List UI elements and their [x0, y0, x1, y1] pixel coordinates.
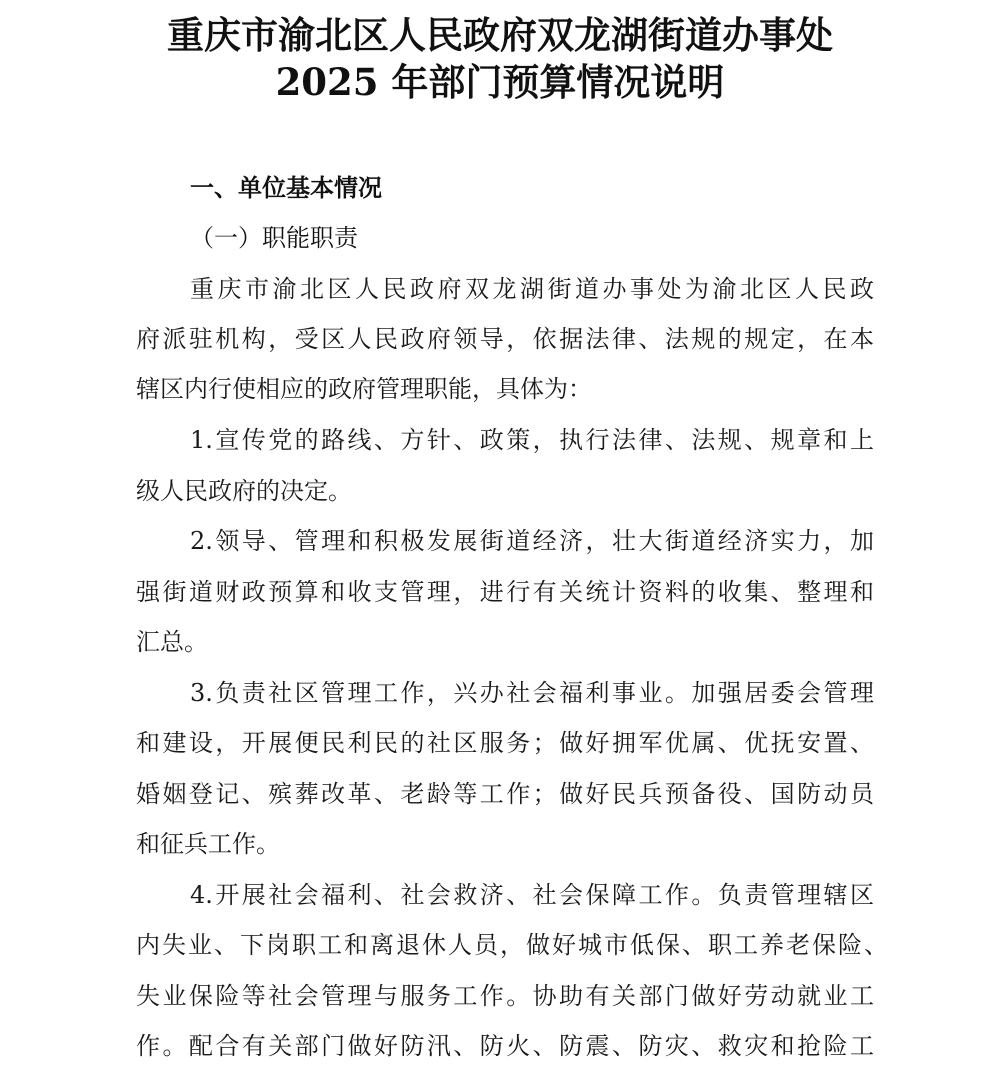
body-line: 婚姻登记、殡葬改革、老龄等工作；做好民兵预备役、国防动员 — [136, 780, 874, 808]
body-line: 和征兵工作。 — [136, 830, 280, 858]
body-line: 级人民政府的决定。 — [136, 477, 352, 505]
document-title-line-1: 重庆市渝北区人民政府双龙湖街道办事处 — [167, 13, 833, 57]
body-line: 辖区内行使相应的政府管理职能，具体为： — [136, 375, 592, 403]
body-line: 失业保险等社会管理与服务工作。协助有关部门做好劳动就业工 — [136, 982, 874, 1010]
body-line: 汇总。 — [136, 628, 208, 656]
body-line: 强街道财政预算和收支管理，进行有关统计资料的收集、整理和 — [136, 578, 874, 606]
body-line: 作。配合有关部门做好防汛、防火、防震、防灾、救灾和抢险工 — [136, 1032, 874, 1060]
body-line: 重庆市渝北区人民政府双龙湖街道办事处为渝北区人民政 — [190, 275, 874, 303]
body-line: 内失业、下岗职工和离退休人员，做好城市低保、职工养老保险、 — [136, 931, 888, 959]
body-line: 1.宣传党的路线、方针、政策，执行法律、法规、规章和上 — [190, 426, 874, 454]
body-line: 和建设，开展便民利民的社区服务；做好拥军优属、优抚安置、 — [136, 729, 874, 757]
section-heading: 一、单位基本情况 — [190, 174, 382, 202]
body-line: 4.开展社会福利、社会救济、社会保障工作。负责管理辖区 — [190, 881, 874, 909]
document-title-line-2: 2025 年部门预算情况说明 — [275, 60, 725, 104]
subsection-heading: （一）职能职责 — [190, 224, 358, 252]
body-line: 2.领导、管理和积极发展街道经济，壮大街道经济实力，加 — [190, 527, 874, 555]
body-line: 3.负责社区管理工作，兴办社会福利事业。加强居委会管理 — [190, 679, 874, 707]
body-line: 府派驻机构，受区人民政府领导，依据法律、法规的规定，在本 — [136, 325, 874, 353]
